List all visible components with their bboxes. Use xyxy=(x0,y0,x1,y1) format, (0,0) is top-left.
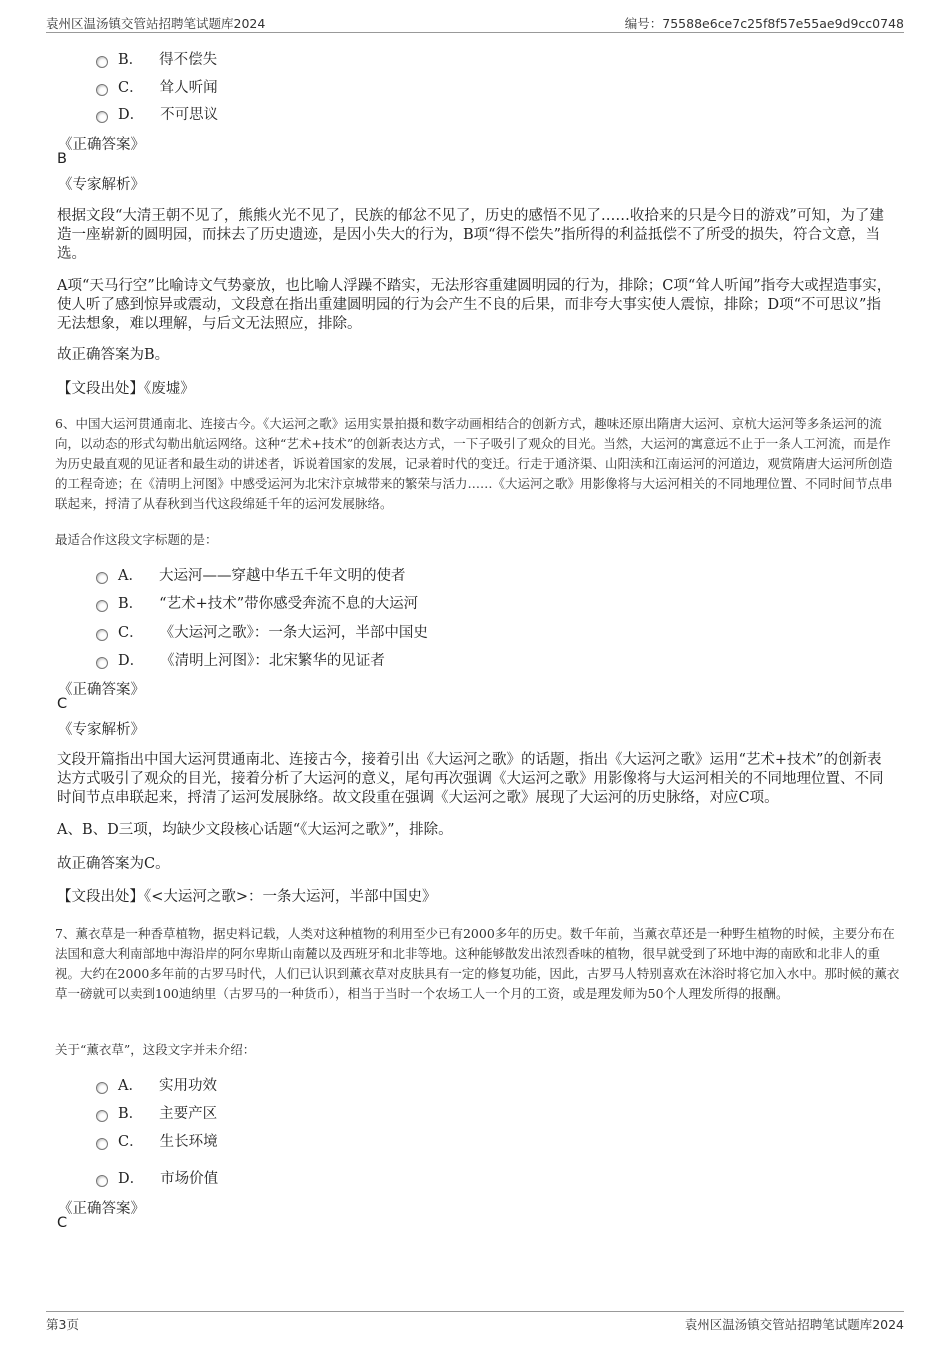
q6-option-b[interactable]: B． “艺术+技术”带你感受奔流不息的大运河 xyxy=(96,592,418,613)
document-code: 编号：75588e6ce7c25f8f57e55ae9d9cc0748 xyxy=(624,16,904,31)
q6-answer-label: 《正确答案》 xyxy=(58,682,145,698)
header-title: 袁州区温汤镇交管站招聘笔试题库2024 xyxy=(46,16,266,31)
radio-icon[interactable] xyxy=(96,629,108,641)
q5-option-b[interactable]: B． 得不偿失 xyxy=(96,48,217,69)
q6-source: 【文段出处】《<大运河之歌>：一条大运河，半部中国史》 xyxy=(57,889,437,905)
q5-conclusion: 故正确答案为B。 xyxy=(57,347,170,363)
radio-icon[interactable] xyxy=(96,657,108,669)
q6-option-d[interactable]: D． 《清明上河图》：北宋繁华的见证者 xyxy=(96,649,385,670)
radio-icon[interactable] xyxy=(96,572,108,584)
q5-option-d[interactable]: D． 不可思议 xyxy=(96,103,218,124)
q5-source: 【文段出处】《废墟》 xyxy=(57,381,195,397)
footer-title: 袁州区温汤镇交管站招聘笔试题库2024 xyxy=(684,1317,904,1332)
q6-conclusion: 故正确答案为C。 xyxy=(57,856,170,872)
radio-icon[interactable] xyxy=(96,1082,108,1094)
radio-icon[interactable] xyxy=(96,1138,108,1150)
radio-icon[interactable] xyxy=(96,600,108,612)
q5-answer-label: 《正确答案》 xyxy=(58,137,145,153)
radio-icon[interactable] xyxy=(96,56,108,68)
q7-answer-label: 《正确答案》 xyxy=(58,1201,145,1217)
q6-analysis-label: 《专家解析》 xyxy=(58,722,145,738)
q6-answer: C xyxy=(57,696,68,712)
q7-question: 关于“薰衣草”，这段文字并未介绍： xyxy=(55,1042,256,1057)
radio-icon[interactable] xyxy=(96,111,108,123)
q5-answer: B xyxy=(57,151,67,167)
radio-icon[interactable] xyxy=(96,84,108,96)
q6-analysis-paragraph: 文段开篇指出中国大运河贯通南北、连接古今，接着引出《大运河之歌》的话题，指出《大运河之歌》运用“艺术+技术”的创新表达方式吸引了观众的目光，接着分析了大运河的意义，尾句再次强调《大运河之歌》用影像将与大运河相关的不同地理位置、不同时间节点串联起来，捋清了运河发展脉络。故文段重在强调《大运河之歌》展现了大运河的历史脉络，对应C项。 xyxy=(57,752,884,806)
q5-analysis-paragraph: A项“天马行空”比喻诗文气势豪放，也比喻人浮躁不踏实，无法形容重建圆明园的行为，排除；C项“耸人听闻”指夸大或捏造事实，使人听了感到惊异或震动，文段意在指出重建圆明园的行为会产生不良的后果，而非夸大事实使人震惊，排除；D项“不可思议”指无法想象，难以理解，与后文无法照应，排除。 xyxy=(57,278,892,332)
q7-option-c[interactable]: C． 生长环境 xyxy=(96,1130,218,1151)
page-number: 第3页 xyxy=(46,1317,79,1332)
q7-option-a[interactable]: A． 实用功效 xyxy=(96,1074,217,1095)
q7-option-d[interactable]: D． 市场价值 xyxy=(96,1167,218,1188)
q6-stem: 6、中国大运河贯通南北、连接古今。《大运河之歌》运用实景拍摄和数字动画相结合的创新方式，趣味还原出隋唐大运河、京杭大运河等多条运河的流向，以动态的形式勾勒出航运网络。这种“艺术+技术”的创新表达方式，一下子吸引了观众的目光。当然，大运河的寓意远不止于一条人工河流，而是作为历史最直观的见证者和最生动的讲述者，诉说着国家的发展，记录着时代的变迁。行走于通济渠、山阳渎和江南运河的河道边，观赏隋唐大运河所创造的工程奇迹；在《清明上河图》中感受运河为北宋汴京城带来的繁荣与活力……《大运河之歌》用影像将与大运河相关的不同地理位置、不同时间节点串联起来，捋清了从春秋到当代这段绵延千年的运河发展脉络。 xyxy=(55,416,893,511)
q7-answer: C xyxy=(57,1215,68,1231)
page-header xyxy=(46,12,904,33)
q5-option-c[interactable]: C． 耸人听闻 xyxy=(96,76,218,97)
page-footer xyxy=(46,1311,904,1332)
q5-analysis-label: 《专家解析》 xyxy=(58,177,145,193)
q5-analysis-paragraph: 根据文段“大清王朝不见了，熊熊火光不见了，民族的郁忿不见了，历史的感悟不见了……收拾来的只是今日的游戏”可知，为了建造一座崭新的圆明园，而抹去了历史遗迹，是因小失大的行为，B项“得不偿失”指所得的利益抵偿不了所受的损失，符合文意，当选。 xyxy=(57,208,884,262)
radio-icon[interactable] xyxy=(96,1110,108,1122)
q6-question: 最适合作这段文字标题的是： xyxy=(55,532,218,547)
q7-stem: 7、薰衣草是一种香草植物，据史料记载，人类对这种植物的利用至少已有2000多年的历史。数千年前，当薰衣草还是一种野生植物的时候，主要分布在法国和意大利南部地中海沿岸的阿尔卑斯山南麓以及西班牙和北非等地。这种能够散发出浓烈香味的植物，很早就受到了环地中海的南欧和北非人的重视。大约在2000多年前的古罗马时代，人们已认识到薰衣草对皮肤具有一定的修复功能，因此，古罗马人特别喜欢在沐浴时将它加入水中。那时候的薰衣草一磅就可以卖到100迪纳里（古罗马的一种货币），相当于当时一个农场工人一个月的工资，或是理发师为50个人理发所得的报酬。 xyxy=(55,926,900,1001)
q6-analysis-paragraph: A、B、D三项，均缺少文段核心话题“《大运河之歌》”，排除。 xyxy=(57,822,453,838)
radio-icon[interactable] xyxy=(96,1175,108,1187)
q6-option-a[interactable]: A． 大运河——穿越中华五千年文明的使者 xyxy=(96,564,405,585)
q7-option-b[interactable]: B． 主要产区 xyxy=(96,1102,217,1123)
q6-option-c[interactable]: C． 《大运河之歌》：一条大运河，半部中国史 xyxy=(96,621,428,642)
